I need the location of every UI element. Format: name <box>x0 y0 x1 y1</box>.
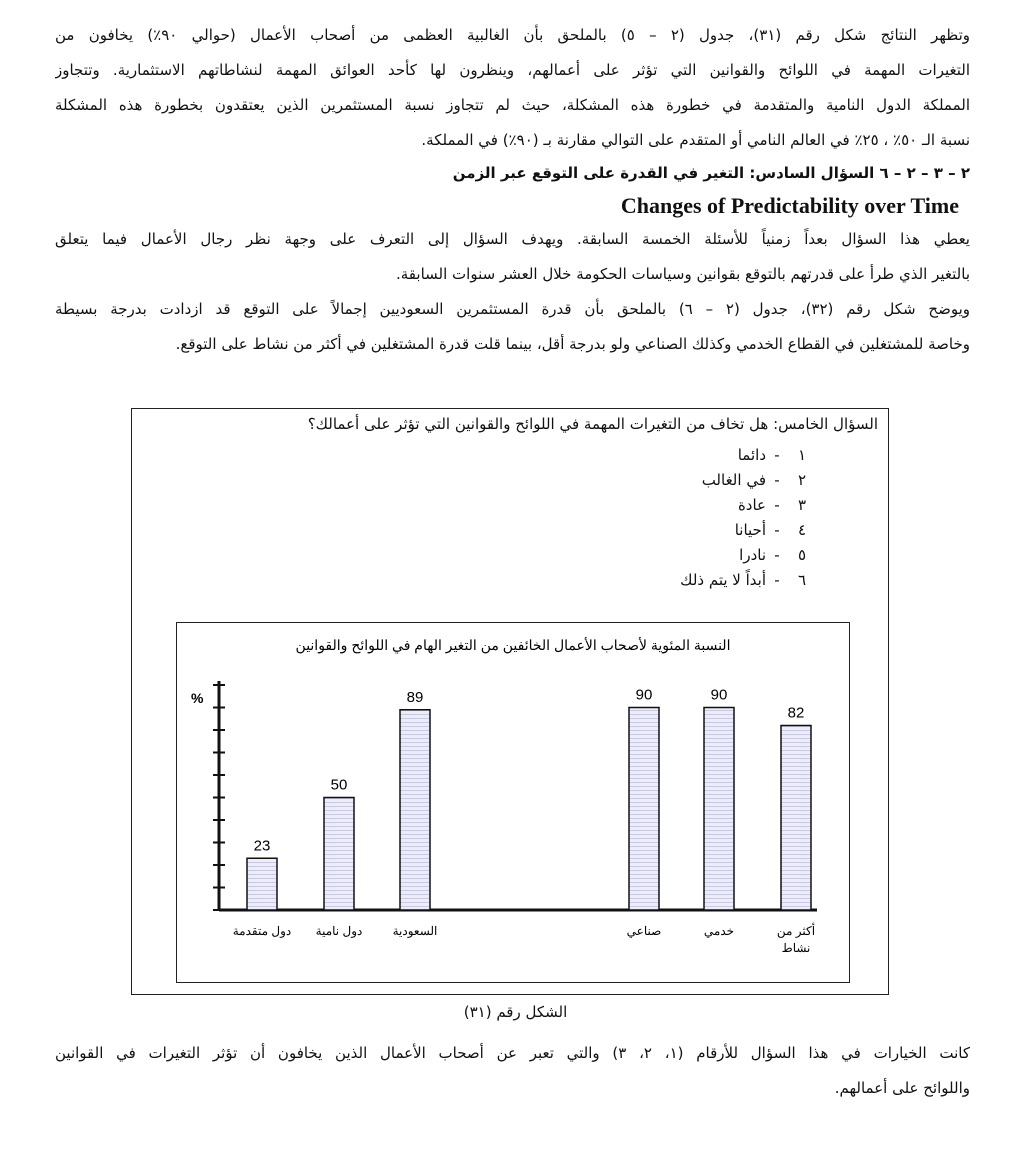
option-text: عادة <box>737 496 766 514</box>
answer-option <box>680 468 806 493</box>
bar-value-label: 50 <box>330 776 348 794</box>
paragraph-line: التغيرات المهمة في اللوائح والقوانين التي تؤثر على أعمالهم، وينظرون لها كأحد العوائق المهمة لنشاطاتهم الاستثمارية. وتتجاوز <box>55 61 970 79</box>
bar-value-label: 82 <box>787 704 805 722</box>
option-number: ٢ <box>797 471 806 489</box>
section-heading-english: Changes of Predictability over Time <box>620 193 959 218</box>
paragraph-line: وتظهر النتائج شكل رقم (٣١)، جدول (٢ – ٥) بالملحق بأن الغالبية العظمى من أصحاب الأعمال (حوالي ٩٠٪) يخافون من <box>55 26 970 44</box>
paragraph-line: ويوضح شكل رقم (٣٢)، جدول (٢ – ٦) بالملحق بأن قدرة المستثمرين السعوديين إجمالاً على التوقع قد ازدادت بدرجة بسيطة <box>55 300 970 318</box>
paragraph-intro <box>55 18 970 158</box>
bar-value-label: 89 <box>406 688 424 706</box>
answer-option <box>680 518 806 543</box>
bar-2 <box>324 798 354 911</box>
category-label: دول متقدمة <box>232 924 292 938</box>
paragraph-line: يعطي هذا السؤال بعداً زمنياً للأسئلة الخمسة السابقة. ويهدف السؤال إلى التعرف على وجهة نظر رجال الأعمال فيما يتعلق <box>55 230 970 248</box>
paragraph-line: كانت الخيارات في هذا السؤال للأرقام (١، ٢، ٣) والتي تعبر عن أصحاب الأعمال الذين يخافون أن تؤثر التغيرات في القوانين <box>55 1044 970 1062</box>
bar-chart <box>177 623 849 982</box>
bar-value-label: 90 <box>635 686 653 704</box>
paragraph-line: نسبة الـ ٥٠٪ ، ٢٥٪ في العالم النامي أو المتقدم على التوالي مقارنة بـ (٩٠٪) في المملكة. <box>421 131 970 149</box>
bar-value-label: 90 <box>710 686 728 704</box>
y-axis-label: % <box>191 690 204 706</box>
option-dash: - <box>774 571 780 589</box>
bar-3 <box>400 710 430 910</box>
chart-bars <box>247 708 811 911</box>
answer-options <box>680 443 806 593</box>
option-dash: - <box>774 446 780 464</box>
paragraph-question-six <box>55 222 970 292</box>
option-number: ٣ <box>797 496 806 514</box>
paragraph-line: وخاصة للمشتغلين في القطاع الخدمي وكذلك الصناعي ولو بدرجة أقل، بينما قلت قدرة المشتغلين في أكثر من نشاط على التوقع. <box>175 335 970 353</box>
option-text: نادرا <box>739 546 766 564</box>
paragraph-line: بالتغير الذي طرأ على قدرتهم بالتوقع بقوانين وسياسات الحكومة خلال العشر سنوات السابقة. <box>396 265 970 283</box>
category-label: صناعي <box>626 924 662 938</box>
category-label: دول نامية <box>315 924 363 938</box>
bar-1 <box>247 858 277 910</box>
option-dash: - <box>774 471 780 489</box>
answer-option <box>680 443 806 468</box>
category-label: أكثر من <box>776 924 816 938</box>
category-label: نشاط <box>781 941 811 955</box>
option-text: أحيانا <box>734 521 766 539</box>
bar-value-label: 23 <box>253 837 271 855</box>
question-five-title: السؤال الخامس: هل تخاف من التغيرات المهمة في اللوائح والقوانين التي تؤثر على أعمالك؟ <box>307 415 878 433</box>
option-dash: - <box>774 546 780 564</box>
bar-5 <box>704 708 734 911</box>
option-number: ٦ <box>797 571 806 589</box>
category-label: خدمي <box>703 924 735 938</box>
paragraph-results <box>55 292 970 362</box>
bar-chart-frame <box>176 622 850 983</box>
answer-option <box>680 493 806 518</box>
paragraph-line: المملكة الدول النامية والمتقدمة في خطورة هذه المشكلة، حيث لم تتجاوز نسبة المستثمرين الذين يعتقدون بخطورة هذه المشكلة <box>55 96 970 114</box>
chart-category-labels <box>233 923 815 955</box>
paragraph-conclusion <box>55 1036 970 1106</box>
answer-option <box>680 568 806 593</box>
option-dash: - <box>774 496 780 514</box>
bar-4 <box>629 708 659 911</box>
figure-31 <box>131 408 889 995</box>
section-heading-arabic: ٢ – ٣ – ٢ – ٦ السؤال السادس: التغير في القدرة على التوقع عبر الزمن <box>452 164 970 182</box>
category-label: السعودية <box>392 924 438 938</box>
answer-option <box>680 543 806 568</box>
option-number: ٤ <box>797 521 806 539</box>
option-number: ٥ <box>797 546 806 564</box>
option-dash: - <box>774 521 780 539</box>
paragraph-line: واللوائح على أعمالهم. <box>834 1079 970 1097</box>
option-text: دائما <box>737 446 766 464</box>
bar-6 <box>781 726 811 911</box>
option-number: ١ <box>797 446 806 464</box>
figure-caption: الشكل رقم (٣١) <box>463 1003 568 1021</box>
chart-title: النسبة المئوية لأصحاب الأعمال الخائفين من التغير الهام في اللوائح والقوانين <box>295 637 731 653</box>
option-text: في الغالب <box>701 471 766 489</box>
option-text: أبداً لا يتم ذلك <box>680 571 766 589</box>
